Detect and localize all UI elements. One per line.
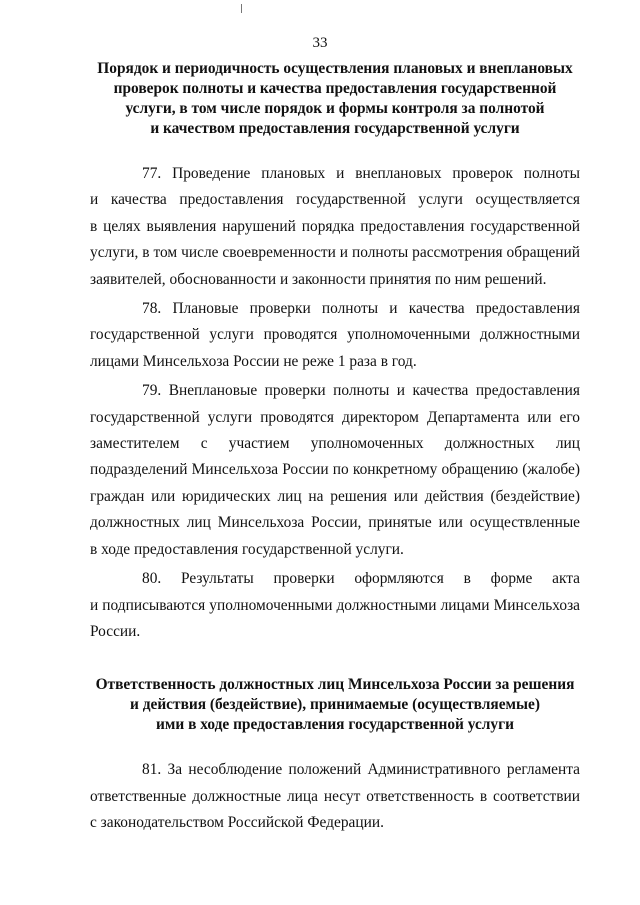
section-heading-control: [90, 59, 580, 139]
heading-line: Порядок и периодичность осуществления плановых и внеплановых: [97, 60, 573, 77]
paragraph-line: ответственные должностные лица несут ответственность в соответствии: [90, 787, 580, 805]
paragraph-line: 78. Плановые проверки полноты и качества предоставления: [142, 300, 580, 318]
heading-line: ими в ходе предоставления государственной услуги: [156, 716, 514, 734]
section-heading-responsibility: [90, 675, 580, 735]
paragraph-line: России.: [90, 622, 141, 640]
paragraph-line: 79. Внеплановые проверки полноты и качества предоставления: [142, 382, 580, 400]
paragraph-line: заявителей, обоснованности и законности принятия по ним решений.: [90, 270, 547, 288]
heading-line: проверок полноты и качества предоставления государственной: [113, 80, 557, 97]
heading-line: и действия (бездействие), принимаемые (осуществляемые): [129, 696, 541, 714]
paragraph-line: 80. Результаты проверки оформляются в форме акта: [142, 570, 580, 588]
paragraph-line: и качества предоставления государственной услуги осуществляется: [90, 191, 580, 209]
paragraph-81: [90, 757, 580, 836]
heading-line: и качеством предоставления государственной услуги: [150, 120, 520, 137]
paragraph-line: заместителем с участием уполномоченных должностных лиц: [90, 435, 580, 453]
document-body: [90, 59, 580, 840]
paragraph-79: [90, 378, 580, 563]
paragraph-line: в ходе предоставления государственной услуги.: [90, 540, 404, 558]
paragraph-line: с законодательством Российской Федерации.: [90, 814, 384, 832]
paragraph-line: лицами Минсельхоза России не реже 1 раза в год.: [90, 352, 417, 370]
paragraph-77: [90, 161, 580, 293]
paragraph-line: 77. Проведение плановых и внеплановых проверок полноты: [142, 165, 580, 182]
paragraph-line: услуги, в том числе своевременности и полноты рассмотрения обращений: [90, 244, 580, 262]
heading-line: Ответственность должностных лиц Минсельхоза России за решения: [95, 676, 575, 694]
paragraph-line: государственной услуги проводятся директором Департамента или его: [90, 408, 580, 426]
scan-mark: [241, 4, 242, 13]
paragraph-line: граждан или юридических лиц на решения или действия (бездействие): [90, 487, 580, 505]
page-number: 33: [312, 35, 328, 51]
heading-line: услуги, в том числе порядок и формы контроля за полнотой: [125, 100, 545, 117]
paragraph-line: 81. За несоблюдение положений Административного регламента: [142, 761, 580, 779]
paragraph-line: и подписываются уполномоченными должностными лицами Минсельхоза: [90, 596, 580, 614]
paragraph-78: [90, 296, 580, 375]
paragraph-line: должностных лиц Минсельхоза России, принятые или осуществленные: [90, 514, 580, 532]
paragraph-line: подразделений Минсельхоза России по конкретному обращению (жалобе): [90, 461, 580, 479]
paragraph-line: в целях выявления нарушений порядка предоставления государственной: [90, 217, 580, 235]
paragraph-line: государственной услуги проводятся уполномоченными должностными: [90, 326, 580, 344]
paragraph-80: [90, 566, 580, 645]
